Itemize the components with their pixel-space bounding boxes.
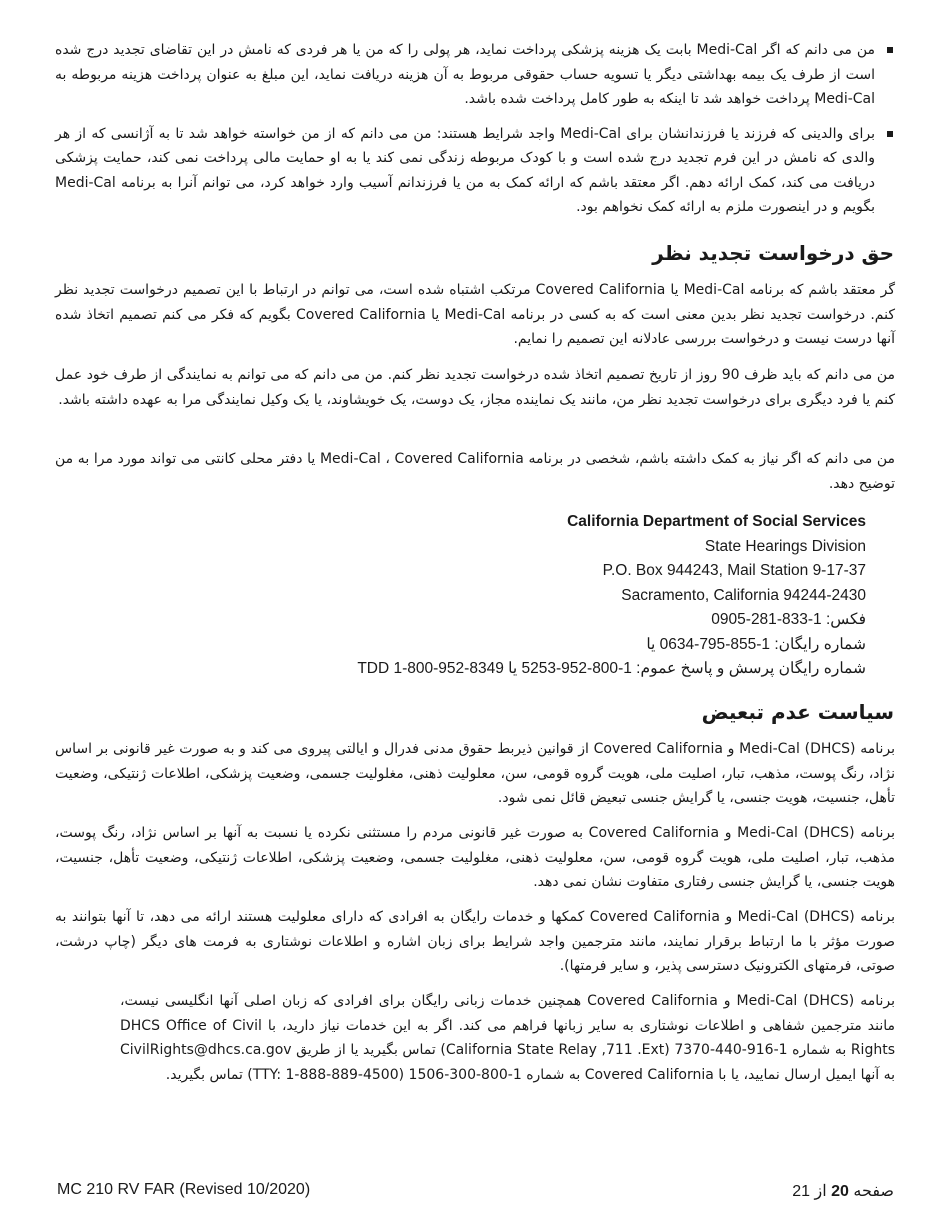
total-pages: 21 bbox=[792, 1183, 811, 1200]
of-word: از bbox=[814, 1183, 827, 1200]
paragraph: برنامه (Medi-Cal (DHCS و Covered California از قوانین ذیربط حقوق مدنی فدرال و ایالتی پیروی می کند و به صورت غیر قانونی بر اساس نژاد، رنگ پوست، مذهب، تبار، اصلیت ملی، هویت گروه قومی، سن، معلولیت ذهنی، مغلولیت جسمی، وضعیت پزشکی، اطلاعات ژنتیکی، وضعیت تأهل، جنسیت، هویت جنسی، یا گرایش جنسی تبعیض قائل نمی شود. bbox=[55, 741, 895, 806]
city-state-zip: Sacramento, California 94244-2430 bbox=[621, 586, 866, 604]
paragraph: برنامه (Medi-Cal (DHCS و Covered California کمکها و خدمات رایگان به افرادی که دارای معلولیت هستند ارائه می دهد، تا آنها بتوانند به صورت مؤثر با ما ارتباط برقرار نمایند، مانند مترجمین واجد شرایط برای زبان اشاره و اطلاعات نوشتاری به فرمت های دیگر (چاپ درشت، صوتی، فرمتهای الکترونیک دسترسی پذیر، و سایر فرمتها). bbox=[55, 909, 895, 974]
paragraph: من می دانم که باید ظرف 90 روز از تاریخ تصمیم اتخاذ شده درخواست تجدید نظر کنم. من می دانم که می توانم به نمایندگی از طرف خود عمل کنم یا فرد دیگری برای درخواست تجدید نظر من، مانند یک نماینده مجاز، یک دوست، یک خویشاوند، یا یک وکیل نمایندگی مرا به عهده داشته باشد. bbox=[55, 367, 895, 408]
fax-number: فکس: 1-833-281-0905 bbox=[711, 611, 866, 628]
bullet-list bbox=[55, 38, 895, 230]
toll-free-number: شماره رایگان: 1-855-795-0634 یا bbox=[646, 635, 866, 653]
division-name: State Hearings Division bbox=[704, 537, 866, 555]
page-number bbox=[792, 1181, 894, 1201]
po-box: P.O. Box 944243, Mail Station 9-17-37 bbox=[602, 562, 866, 579]
public-inquiry-number: شماره رایگان پرسش و پاسخ عموم: 1-800-952-5253 یا TDD 1-800-952-8349 bbox=[357, 660, 866, 677]
paragraph: برنامه (Medi-Cal (DHCS و Covered California همچنین خدمات زبانی رایگان برای افرادی که زبان اصلی آنها انگلیسی نیست، مانند مترجمین شفاهی و اطلاعات نوشتاری به سایر زبانها فراهم می کند. اگر به این خدمات نیاز دارید، با DHCS Office of Civil Rights به شماره 1-916-440-7370 (California State Relay ,711 .Ext) تماس بگیرید یا از طریق CivilRights@dhcs.ca.gov به آنها ایمیل ارسال نمایید، یا با Covered California به شماره 1-800-300-1506 (TTY: 1-888-889-4500) تماس بگیرید. bbox=[120, 993, 895, 1083]
paragraph: برنامه (Medi-Cal (DHCS و Covered California به صورت غیر قانونی مردم را مستثنی نکرده یا نسبت به آنها بر اساس نژاد، رنگ پوست، مذهب، تبار، اصلیت ملی، هویت گروه قومی، سن، معلولیت ذهنی، مغلولیت جسمی، وضعیت پزشکی، اطلاعات ژنتیکی، وضعیت تأهل، جنسیت، هویت جنسی، یا گرایش جنسی رفتاری متفاوت نشان نمی دهد. bbox=[55, 825, 895, 890]
current-page: 20 bbox=[831, 1183, 849, 1200]
section-heading-appeal: حق درخواست تجدید نظر bbox=[652, 241, 894, 265]
section-heading-nondiscrimination: سیاست عدم تبعیض bbox=[701, 700, 894, 724]
org-name: California Department of Social Services bbox=[567, 513, 866, 530]
mailing-address-block bbox=[266, 510, 866, 682]
paragraph: من می دانم که اگر نیاز به کمک داشته باشم، شخصی در برنامه Medi-Cal ، Covered California یا دفتر محلی کانتی می تواند مورد مرا به من توضیح دهد. bbox=[55, 451, 896, 492]
bullet-item: برای والدینی که فرزند یا فرزندانشان برای Medi-Cal واجد شرایط هستند: من می دانم که از من خواسته خواهد شد تا به آژانسی که از هر والدی که نامش در این فرم تجدید درج شده است و با کودک مربوطه زندگی نمی کند یا به او حمایت مالی پرداخت نمی کند، حمایت پزشکی دریافت می کند، کمک ارائه دهم. اگر معتقد باشم که ارائه کمک به من یا فرزندانم آسیب وارد خواهد کرد، می توانم آنرا به برنامه Medi-Cal بگویم و در اینصورت ملزم به ارائه کمک نخواهم بود. bbox=[55, 122, 895, 220]
paragraph: گر معتقد باشم که برنامه Medi-Cal یا Covered California مرتکب اشتباه شده است، می توانم در ارتباط با این تصمیم درخواست تجدید نظر کنم. درخواست تجدید نظر بدین معنی است که به کسی در برنامه Medi-Cal یا Covered California بگویم که فکر می کنم تصمیم اتخاذ شده آنها درست نیست و درخواست بررسی عادلانه این تصمیم را نمایم. bbox=[55, 282, 896, 347]
bullet-item: من می دانم که اگر Medi-Cal بابت یک هزینه پزشکی پرداخت نماید، هر پولی را که من یا هر فردی که نامش در این تقاضای تجدید درج شده است از طرف یک بیمه بهداشتی دیگر یا تسویه حساب حقوقی مربوط به آن هزینه دریافت نماید، این مبلغ به عنوان پرداخت هزینه مربوطه به Medi-Cal پرداخت خواهد شد تا اینکه به طور کامل پرداخت شده باشد. bbox=[55, 38, 895, 112]
form-id: MC 210 RV FAR (Revised 10/2020) bbox=[57, 1181, 311, 1198]
page-word: صفحه bbox=[853, 1183, 894, 1200]
